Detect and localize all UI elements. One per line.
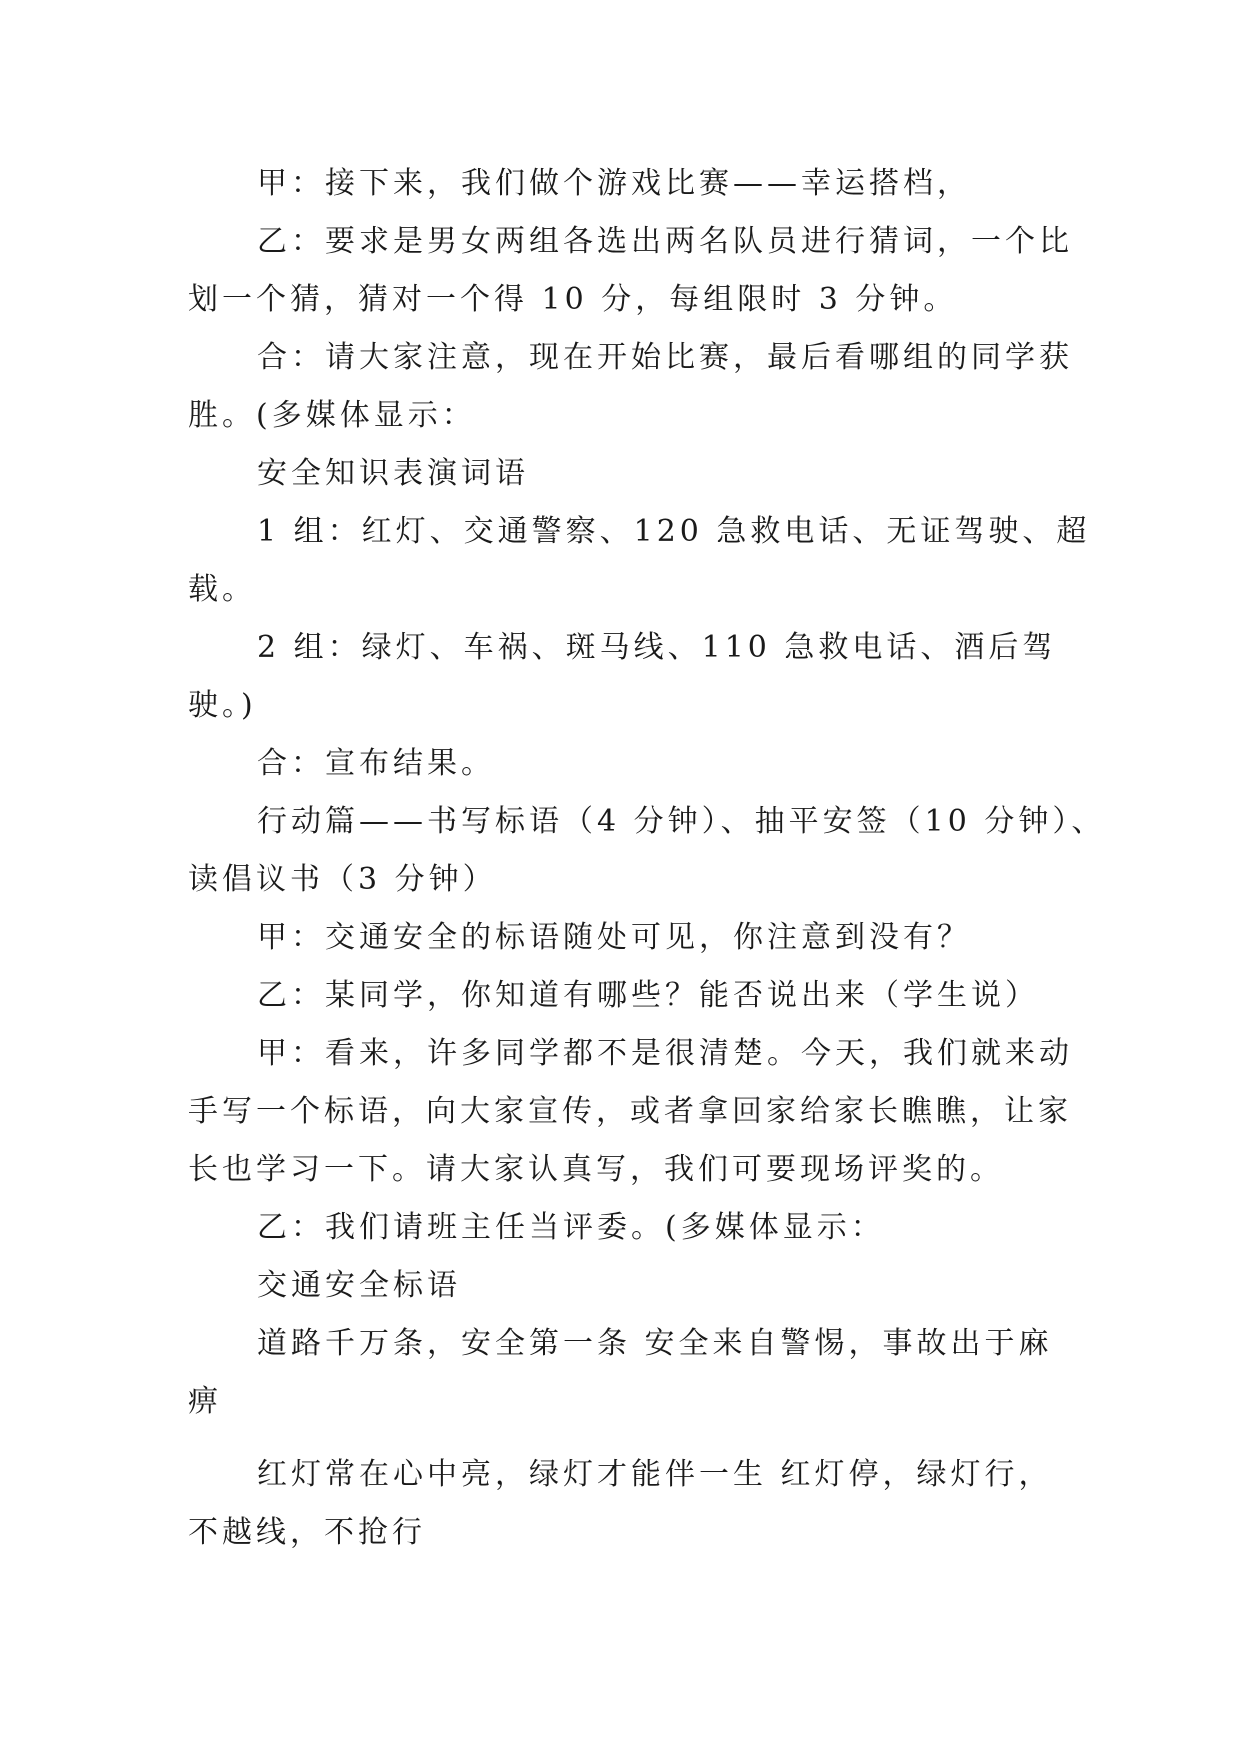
text-line: 驶。) — [188, 688, 257, 723]
text-line: 痹 — [188, 1384, 222, 1419]
text-line: 甲：看来，许多同学都不是很清楚。今天，我们就来动 — [257, 1036, 1073, 1071]
text-line: 道路千万条，安全第一条 安全来自警惕，事故出于麻 — [257, 1326, 1053, 1361]
text-line: 胜。(多媒体显示： — [188, 398, 476, 433]
text-line: 合：宣布结果。 — [257, 746, 495, 781]
text-line: 手写一个标语，向大家宣传，或者拿回家给家长瞧瞧，让家 — [188, 1094, 1072, 1129]
text-line: 安全知识表演词语 — [257, 456, 529, 491]
text-line: 1 组：红灯、交通警察、120 急救电话、无证驾驶、超 — [257, 514, 1091, 549]
text-line: 红灯常在心中亮，绿灯才能伴一生 红灯停，绿灯行， — [257, 1457, 1053, 1492]
text-line: 乙：某同学，你知道有哪些？能否说出来（学生说） — [257, 978, 1039, 1013]
text-line: 载。 — [188, 572, 256, 607]
text-line: 乙：要求是男女两组各选出两名队员进行猜词，一个比 — [257, 224, 1073, 259]
text-line: 划一个猜，猜对一个得 10 分，每组限时 3 分钟。 — [188, 282, 958, 317]
text-line: 交通安全标语 — [257, 1268, 461, 1303]
text-line: 乙：我们请班主任当评委。(多媒体显示： — [257, 1210, 885, 1245]
text-line: 不越线，不抢行 — [188, 1515, 426, 1550]
text-line: 长也学习一下。请大家认真写，我们可要现场评奖的。 — [188, 1152, 1004, 1187]
text-line: 甲：交通安全的标语随处可见，你注意到没有？ — [257, 920, 971, 955]
text-line: 行动篇——书写标语（4 分钟）、抽平安签（10 分钟）、 — [257, 804, 1106, 839]
text-line: 读倡议书（3 分钟） — [188, 862, 497, 897]
text-line: 合：请大家注意，现在开始比赛，最后看哪组的同学获 — [257, 340, 1073, 375]
text-line: 2 组：绿灯、车祸、斑马线、110 急救电话、酒后驾 — [257, 630, 1057, 665]
text-line: 甲：接下来，我们做个游戏比赛——幸运搭档， — [257, 166, 971, 201]
